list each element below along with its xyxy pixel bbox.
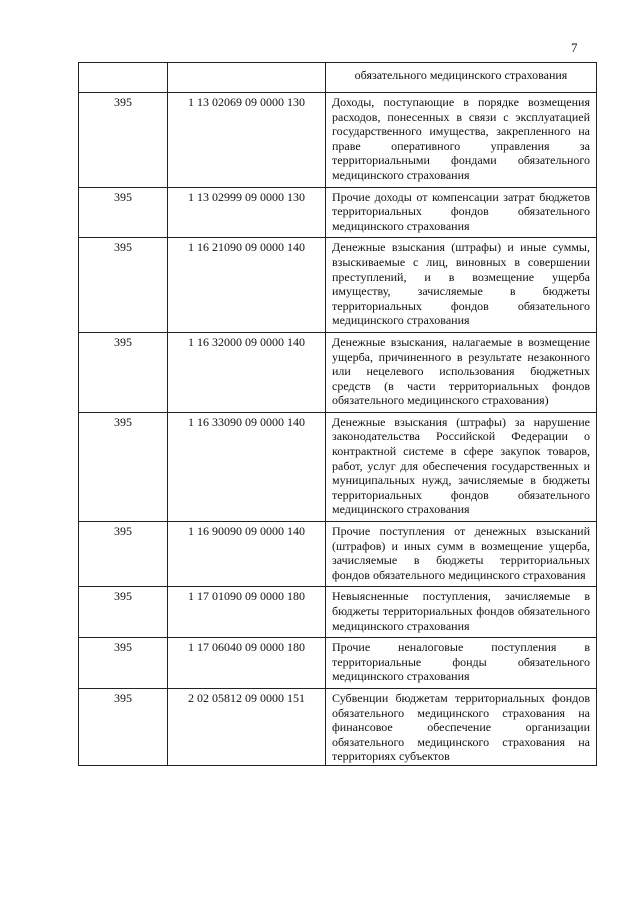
description-cell: Денежные взыскания (штрафы) и иные суммы, взыскиваемые с лиц, виновных в совершении преступлений, и в возмещение ущерба имуществу, зачисляемые в бюджеты территориальных фондов обязательного медицинского страхования (326, 238, 597, 333)
budget-code-cell: 1 13 02999 09 0000 130 (168, 187, 326, 238)
admin-code-cell: 395 (79, 93, 168, 188)
description-cell: Денежные взыскания, налагаемые в возмещение ущерба, причиненного в результате незаконного или нецелевого использования бюджетных средств (в части территориальных фондов обязательного медицинского страхования) (326, 332, 597, 412)
description-cell: Прочие доходы от компенсации затрат бюджетов территориальных фондов обязательного медицинского страхования (326, 187, 597, 238)
table-row (79, 522, 597, 587)
admin-code-cell: 395 (79, 187, 168, 238)
admin-code-cell: 395 (79, 638, 168, 689)
admin-code-cell: 395 (79, 688, 168, 765)
budget-code-cell: 1 16 90090 09 0000 140 (168, 522, 326, 587)
budget-code-cell: 2 02 05812 09 0000 151 (168, 688, 326, 765)
budget-code-cell (168, 63, 326, 93)
budget-code-cell: 1 16 21090 09 0000 140 (168, 238, 326, 333)
description-cell: Доходы, поступающие в порядке возмещения расходов, понесенных в связи с эксплуатацией государственного имущества, закрепленного на праве оперативного управления за территориальными фондами обязательного медицинского страхования (326, 93, 597, 188)
table-row (79, 587, 597, 638)
description-cell: обязательного медицинского страхования (326, 63, 597, 93)
admin-code-cell (79, 63, 168, 93)
table-row (79, 238, 597, 333)
description-cell: Прочие неналоговые поступления в территориальные фонды обязательного медицинского страхования (326, 638, 597, 689)
table-row (79, 688, 597, 765)
budget-code-cell: 1 16 33090 09 0000 140 (168, 412, 326, 521)
table-row (79, 638, 597, 689)
description-cell: Денежные взыскания (штрафы) за нарушение законодательства Российской Федерации о контрактной системе в сфере закупок товаров, работ, услуг для обеспечения государственных и муниципальных нужд, зачисляемые в бюджеты территориальных фондов обязательного медицинского страхования (326, 412, 597, 521)
description-cell: Невыясненные поступления, зачисляемые в бюджеты территориальных фондов обязательного медицинского страхования (326, 587, 597, 638)
admin-code-cell: 395 (79, 587, 168, 638)
admin-code-cell: 395 (79, 412, 168, 521)
budget-code-cell: 1 16 32000 09 0000 140 (168, 332, 326, 412)
revenue-codes-table (78, 62, 597, 766)
admin-code-cell: 395 (79, 238, 168, 333)
table-row-continuation (79, 63, 597, 93)
budget-code-cell: 1 17 06040 09 0000 180 (168, 638, 326, 689)
description-cell: Прочие поступления от денежных взысканий (штрафов) и иных сумм в возмещение ущерба, зачисляемые в бюджеты территориальных фондов обязательного медицинского страхования (326, 522, 597, 587)
budget-code-cell: 1 17 01090 09 0000 180 (168, 587, 326, 638)
table-row (79, 93, 597, 188)
admin-code-cell: 395 (79, 332, 168, 412)
table-row (79, 332, 597, 412)
description-cell: Субвенции бюджетам территориальных фондов обязательного медицинского страхования на финансовое обеспечение организации обязательного медицинского страхования на территориях субъектов (326, 688, 597, 765)
page-number: 7 (571, 40, 578, 55)
budget-code-cell: 1 13 02069 09 0000 130 (168, 93, 326, 188)
admin-code-cell: 395 (79, 522, 168, 587)
table-row (79, 187, 597, 238)
table-row (79, 412, 597, 521)
